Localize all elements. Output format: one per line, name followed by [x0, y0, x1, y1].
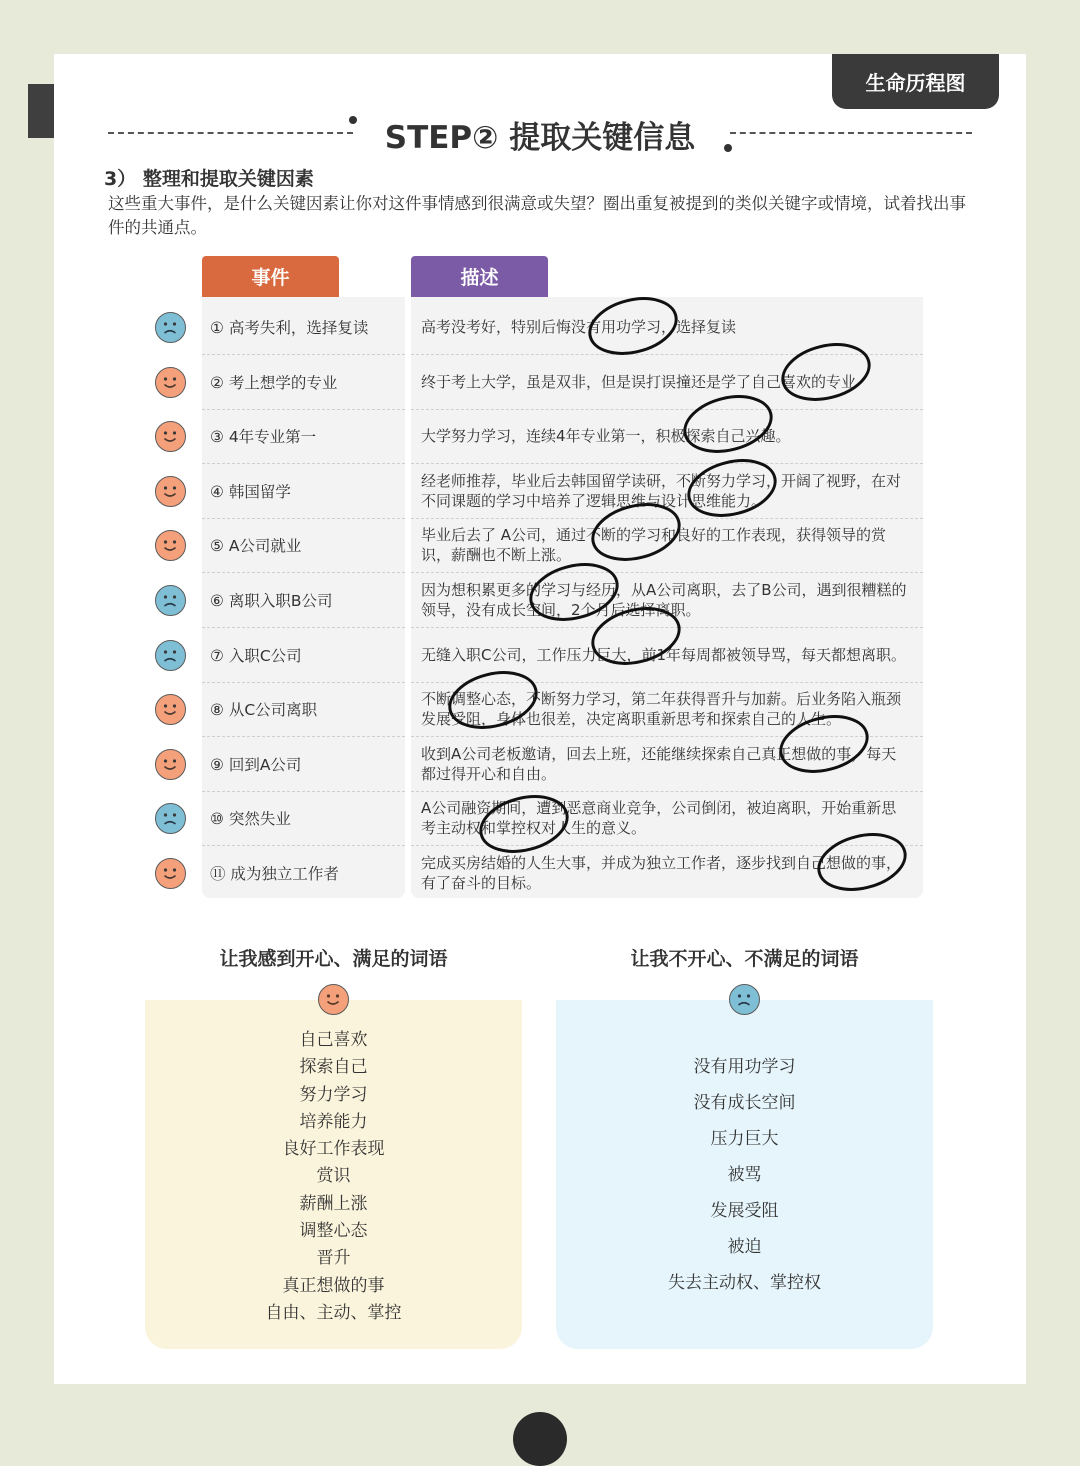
- event-label: ⑩ 突然失业: [210, 810, 291, 829]
- table-row: [150, 846, 930, 901]
- keyword-item: 被骂: [727, 1165, 762, 1185]
- section-intro: 这些重大事件，是什么关键因素让你对这件事情感到很满意或失望？圈出重复被提到的类似关键字或情境，试着找出事件的共通点。: [108, 194, 966, 237]
- event-description: 大学努力学习，连续4年专业第一，积极探索自己兴趣。: [421, 427, 791, 446]
- event-description: 收到A公司老板邀请，回去上班，还能继续探索自己真正想做的事，每天都过得开心和自由。: [421, 744, 897, 783]
- event-label: ③ 4年专业第一: [210, 428, 317, 447]
- keyword-item: 发展受阻: [710, 1201, 779, 1221]
- event-description: 终于考上大学，虽是双非，但是误打误撞还是学了自己喜欢的专业: [421, 372, 857, 391]
- keyword-item: 被迫: [727, 1237, 762, 1257]
- sad-words-list: [556, 1049, 933, 1301]
- keyword-item: 失去主动权、掌控权: [668, 1273, 821, 1293]
- event-description: 经老师推荐，毕业后去韩国留学读研，不断努力学习，开阔了视野，在对不同课题的学习中培养了逻辑思维与设计思维能力。: [421, 471, 902, 510]
- keyword-item: 薪酬上涨: [299, 1193, 368, 1214]
- happy-face-icon: [155, 421, 186, 452]
- page-title: STEP② 提取关键信息: [384, 120, 696, 156]
- event-label: ⑦ 入职C公司: [210, 646, 302, 665]
- keyword-item: 晋升: [316, 1248, 351, 1269]
- table-row: [150, 355, 930, 410]
- event-column-header: 事件: [202, 256, 339, 297]
- happy-words-title: 让我感到开心、满足的词语: [219, 948, 448, 970]
- table-row: [150, 518, 930, 573]
- table-row: [150, 737, 930, 792]
- sad-face-icon: [155, 803, 186, 834]
- happy-face-icon: [155, 367, 186, 398]
- event-label: ⑥ 离职入职B公司: [210, 592, 333, 610]
- happy-face-icon: [318, 984, 349, 1015]
- keyword-item: 没有用功学习: [693, 1057, 796, 1077]
- event-description: 毕业后去了 A公司，通过不断的学习和良好的工作表现，获得领导的赏识，薪酬也不断上涨。: [421, 526, 887, 565]
- sad-face-icon: [729, 984, 760, 1015]
- table-row: [150, 409, 930, 464]
- event-label: ① 高考失利，选择复读: [210, 319, 369, 337]
- table-row: [150, 464, 930, 519]
- happy-face-icon: [155, 530, 186, 561]
- event-label: ⑤ A公司就业: [210, 537, 302, 556]
- event-label: ⑨ 回到A公司: [210, 755, 302, 774]
- happy-face-icon: [155, 858, 186, 889]
- table-row: [150, 682, 930, 737]
- keyword-item: 压力巨大: [710, 1129, 779, 1149]
- keyword-item: 赏识: [316, 1166, 351, 1187]
- sad-words-title: 让我不开心、不满足的词语: [630, 948, 859, 970]
- sad-face-icon: [155, 585, 186, 616]
- keyword-item: 探索自己: [299, 1057, 368, 1078]
- happy-words-list: [145, 1027, 522, 1327]
- keyword-item: 自己喜欢: [299, 1030, 368, 1050]
- sad-face-icon: [155, 640, 186, 671]
- event-label: ⑪ 成为独立工作者: [210, 865, 339, 883]
- happy-words-box: [145, 1000, 522, 1349]
- event-description: 高考没考好，特别后悔没有用功学习，选择复读: [421, 318, 737, 336]
- keyword-item: 自由、主动、掌控: [265, 1302, 402, 1323]
- event-description: 完成买房结婚的人生大事，并成为独立工作者，逐步找到自己想做的事，有了奋斗的目标。: [421, 854, 902, 892]
- sad-words-box: [556, 1000, 933, 1349]
- keyword-item: 良好工作表现: [282, 1139, 385, 1160]
- keyword-item: 培养能力: [299, 1111, 368, 1132]
- sad-face-icon: [155, 312, 186, 343]
- table-row: [150, 791, 930, 846]
- brand-logo: [513, 1412, 567, 1466]
- keyword-item: 真正想做的事: [282, 1275, 385, 1296]
- event-label: ⑧ 从C公司离职: [210, 701, 318, 720]
- table-row: [150, 628, 930, 683]
- event-label: ④ 韩国留学: [210, 482, 291, 501]
- table-row: [150, 300, 930, 355]
- happy-face-icon: [155, 476, 186, 507]
- keyword-item: 没有成长空间: [693, 1093, 796, 1113]
- keyword-item: 调整心态: [299, 1221, 368, 1242]
- event-description: A公司融资期间，遭到恶意商业竞争，公司倒闭，被迫离职，开始重新思考主动权和掌控权对人生的意义。: [421, 799, 897, 838]
- section-title: 3） 整理和提取关键因素: [104, 168, 314, 190]
- happy-face-icon: [155, 694, 186, 725]
- event-description: 因为想积累更多的学习与经历，从A公司离职，去了B公司，遇到很糟糕的领导，没有成长空间，2个月后选择离职。: [421, 581, 907, 619]
- event-description: 无缝入职C公司，工作压力巨大，前1年每周都被领导骂，每天都想离职。: [421, 645, 907, 664]
- event-description: 不断调整心态，不断努力学习，第二年获得晋升与加薪。后业务陷入瓶颈发展受阻，身体也很差，决定离职重新思考和探索自己的人生。: [421, 690, 902, 729]
- category-tag: 生命历程图: [832, 54, 999, 109]
- table-row: [150, 573, 930, 628]
- happy-face-icon: [155, 749, 186, 780]
- desc-column-header: 描述: [411, 256, 548, 297]
- keyword-item: 努力学习: [299, 1084, 368, 1105]
- event-label: ② 考上想学的专业: [210, 373, 338, 392]
